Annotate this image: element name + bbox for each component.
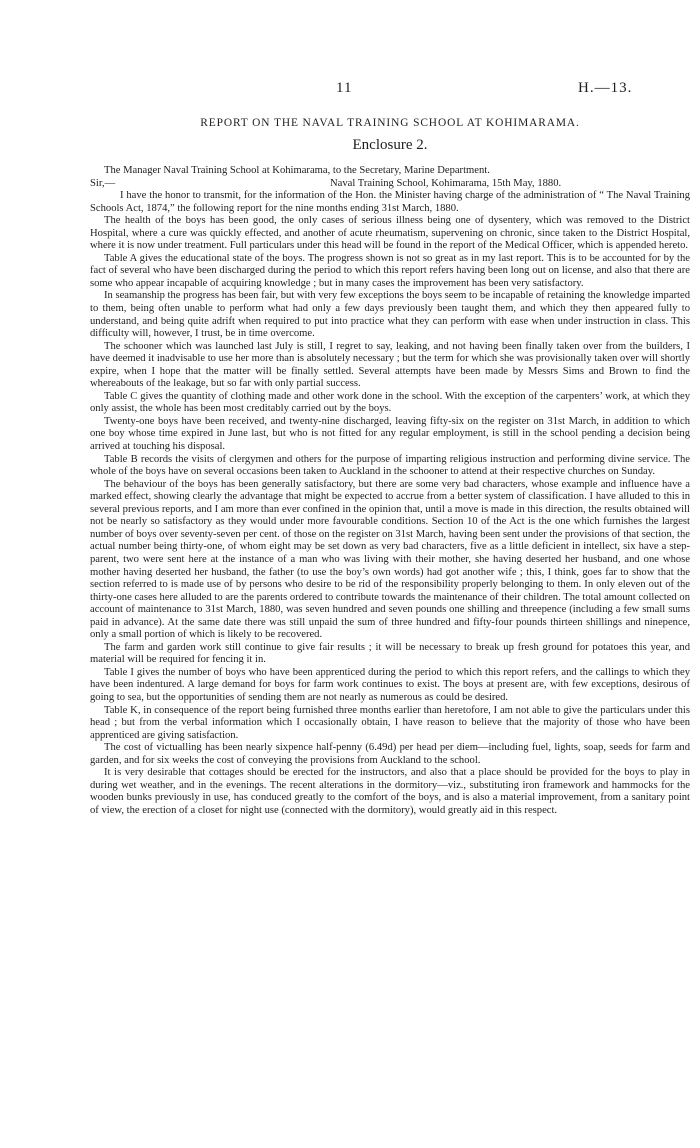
paragraph: The schooner which was launched last July is still, I regret to say, leaking, and not having been finally taken over from the builders, I have deemed it inadvisable to use her more than is absolutely necessary ; but the term for which she was provisionally taken over will shortly expire, when I hope that the matter will be finally settled. Several attempts have been made by Messrs Sims and Brown to find the whereabouts of the leakage, but so far with only partial success. [90, 340, 690, 390]
paragraph: Table I gives the number of boys who have been apprenticed during the period to which this report refers, and the callings to which they have been indentured. A large demand for boys for farm work continues to exist. The boys at present are, with few exceptions, desirous of going to sea, but the opportunities of sending them are not nearly as numerous as could be desired. [90, 666, 690, 703]
address-date: Naval Training School, Kohimarama, 15th May, 1880. [330, 177, 562, 189]
page-number: 11 [336, 80, 353, 96]
paragraph: The health of the boys has been good, the only cases of serious illness being one of dysentery, which was removed to the District Hospital, where a cure was quickly effected, and another of acute rheumatism, supervening on chronic, since taken to the District Hospital, where it is now under treatment. Full particulars under this head will be found in the report of the Medical Officer, which is appended hereto. [90, 215, 690, 252]
report-title: REPORT ON THE NAVAL TRAINING SCHOOL AT KOHIMARAMA. [200, 117, 580, 129]
paragraph: Twenty-one boys have been received, and twenty-nine discharged, leaving fifty-six on the register on 31st March, in addition to which one boy whose time expired in June last, but who is not fitted for any regular employment, is still in the school pending a decision being arrived at touching his disposal. [90, 415, 690, 453]
paragraph: The farm and garden work still continue to give fair results ; it will be necessary to break up fresh ground for potatoes this year, and material will be required for fencing it in. [90, 641, 690, 666]
paragraph: I have the honor to transmit, for the information of the Hon. the Minister having charge of the administration of “ The Naval Training Schools Act, 1874,” the following report for the nine months ending 31st March, 1880. [90, 190, 690, 214]
paragraph: Table K, in consequence of the report being furnished three months earlier than heretofore, I am not able to give the particulars under this head ; but from the verbal information which I occasionally obtain, I have reason to believe that the majority of those who have been apprenticed are giving satisfaction. [90, 704, 690, 741]
letter-body [90, 165, 690, 817]
addressee-line: The Manager Naval Training School at Kohimarama, to the Secretary, Marine Department. [104, 165, 490, 176]
paragraph: Table B records the visits of clergymen and others for the purpose of imparting religious instruction and performing divine service. The whole of the boys have on several occasions been taken to Auckland in the schooner to attend at their respective churches on Sunday. [90, 453, 690, 478]
paragraph: The behaviour of the boys has been generally satisfactory, but there are some very bad characters, whose example and influence have a marked effect, showing clearly the advantage that might be expected to accrue from a better system of classification. I have alluded to this in several previous reports, and I am more than ever confined in the opinion that, until a move is made in this direction, the results obtained will not be nearly so satisfactory as they would under more favourable conditions. Section 10 of the Act is the one which furnishes the largest number of boys over seventy-seven per cent. of those on the register on 31st March, having been sent under the provisions of that section, the actual number being thirty-one, of whom eight may be set down as very bad characters, five as a little deficient in intellect, six have a step-parent, two were sent here at the instance of a man who was living with their mother, she having deserted her husband, and one whose mother having deserted her husband, the father (to use the boy’s own words) had got another wife ; this, I think, goes far to show that the section referred to is made use of by persons who desire to be rid of the responsibility properly belonging to them. In only eleven out of the thirty-one cases here alluded to are the parents ordered to contribute towards the maintenance of their children. The total amount collected on account of maintenance to 31st March, 1880, was seven hundred and seven pounds one shilling and threepence (including a few small sums paid in advance). At the same date there was still unpaid the sum of three hundred and fifty-four pounds thirteen shillings and ninepence, only a small portion of which is likely to be recovered. [90, 478, 690, 641]
paragraph: The cost of victualling has been nearly sixpence half-penny (6.49d) per head per diem—including fuel, lights, soap, seeds for farm and garden, and for six weeks the cost of conveying the provisions from Auckland to the school. [90, 742, 690, 766]
salutation-dateline [90, 178, 690, 191]
paper-reference: H.—13. [578, 80, 633, 96]
paragraph: Table C gives the quantity of clothing made and other work done in the school. With the exception of the carpenters’ work, at which they only assist, the whole has been most creditably carried out by the boys. [90, 390, 690, 415]
paragraph: It is very desirable that cottages should be erected for the instructors, and also that a place should be provided for the boys to play in during wet weather, and in the evenings. The recent alterations in the dormitory—viz., substituting iron framework and hammocks for the wooden bunks previously in use, has conduced greatly to the comfort of the boys, and is also a material improvement, from a sanitary point of view, the erection of a closet for night use (connected with the dormitory), would greatly aid in this respect. [90, 767, 690, 816]
enclosure-heading: Enclosure 2. [352, 137, 428, 153]
salutation: Sir,— [90, 177, 116, 189]
paragraph: In seamanship the progress has been fair, but with very few exceptions the boys seem to be incapable of retaining the knowledge imparted to them, being often unable to perform what had only a few days previously been taught them, and which they then appeared fully to understand, and being quite adrift when required to put into practice what they can perform with ease when under instruction in class. This difficulty will, however, I trust, be in time overcome. [90, 290, 690, 340]
paragraph: Table A gives the educational state of the boys. The progress shown is not so great as in my last report. This is to be accounted for by the fact of several who have been discharged during the period to which this report refers having been long out on license, and also that there are some who appear incapable of acquiring knowledge ; but in many cases the improvement has been very satisfactory. [90, 252, 690, 289]
